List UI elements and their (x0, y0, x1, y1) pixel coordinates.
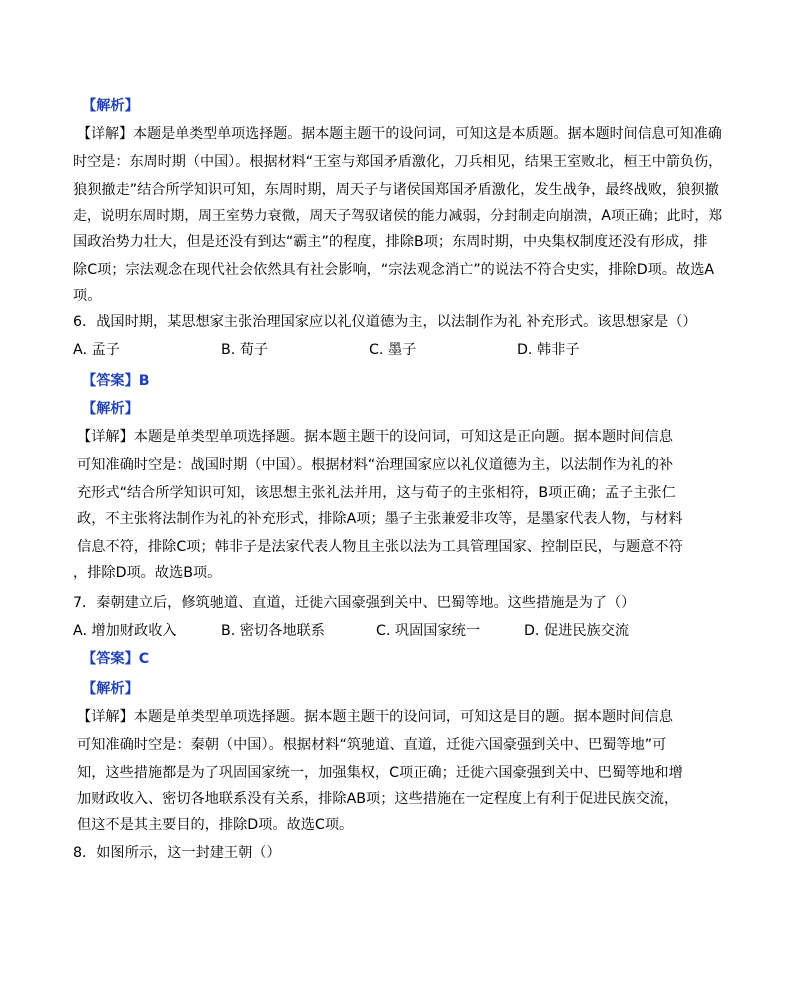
answer-label-q6: 【答案】B (82, 373, 150, 389)
detail-line-q5-3: 狼狈撤走”结合所学知识可知，东周时期，周天子与诸侯国郑国矛盾激化，发生战争，最终战败，狼狈撤 (73, 182, 719, 198)
detail-line-q5-4: 走，说明东周时期，周王室势力衰微，周天子驾驭诸侯的能力减弱，分封制走向崩溃，A项正确；此时，郑 (73, 208, 723, 224)
detail-line-q5-2: 时空是：东周时期（中国）。根据材料“王室与郑国矛盾激化，刀兵相见，结果王室败北，桓王中箭负伤， (73, 154, 723, 170)
detail-line-q5-5: 国政治势力壮大，但是还没有到达“霸主”的程度，排除B项；东周时期，中央集权制度还没有形成，排 (73, 234, 708, 250)
q6-option-a: A. 孟子 (73, 342, 120, 358)
detail-line-q5-6: 除C项；宗法观念在现代社会依然具有社会影响，“宗法观念消亡”的说法不符合史实，排除D项。故选A (73, 262, 715, 278)
detail-line-q7-2: 可知准确时空是：秦朝（中国）。根据材料“筑驰道、直道，迁徙六国豪强到关中、巴蜀等地”可 (77, 737, 667, 753)
detail-line-q6-5: 信息不符，排除C项；韩非子是法家代表人物且主张以法为工具管理国家、控制臣民，与题意不符 (77, 539, 683, 555)
question-6-stem: 6．战国时期，某思想家主张治理国家应以礼仪道德为主，以法制作为礼 补充形式。该思想家是（） (73, 314, 697, 330)
detail-line-q6-4: 政，不主张将法制作为礼的补充形式，排除A项；墨子主张兼爱非攻等，是墨家代表人物，与材料 (77, 511, 683, 527)
detail-line-q6-2: 可知准确时空是：战国时期（中国）。根据材料“治理国家应以礼仪道德为主，以法制作为礼的补 (77, 457, 674, 473)
analysis-label-q5: 【解析】 (82, 98, 139, 114)
q6-option-b: B. 荀子 (221, 342, 269, 358)
detail-line-q5-7: 项。 (73, 288, 102, 304)
analysis-label-q7: 【解析】 (82, 681, 139, 697)
detail-line-q6-3: 充形式“结合所学知识可知，该思想主张礼法并用，这与荀子的主张相符，B项正确；孟子主张仁 (77, 485, 676, 501)
answer-label-q7: 【答案】C (82, 651, 150, 667)
q7-option-a: A. 增加财政收入 (73, 623, 177, 639)
q7-option-d: D. 促进民族交流 (524, 623, 630, 639)
detail-line-q6-6: ，排除D项。故选B项。 (73, 565, 222, 581)
question-7-stem: 7．秦朝建立后，修筑驰道、直道，迁徙六国豪强到关中、巴蜀等地。这些措施是为了（） (73, 595, 636, 611)
detail-line-q7-3: 知，这些措施都是为了巩固国家统一，加强集权，C项正确；迁徙六国豪强到关中、巴蜀等地和增 (77, 765, 683, 781)
detail-line-q7-1: 【详解】本题是单类型单项选择题。据本题主题干的设问词，可知这是目的题。据本题时间信息 (77, 709, 673, 725)
q6-option-d: D. 韩非子 (517, 342, 580, 358)
analysis-label-q6: 【解析】 (82, 401, 139, 417)
q7-option-c: C. 巩固国家统一 (376, 623, 481, 639)
detail-line-q7-5: 但这不是其主要目的，排除D项。故选C项。 (77, 817, 354, 833)
detail-line-q5-1: 【详解】本题是单类型单项选择题。据本题主题干的设问词，可知这是本质题。据本题时间信息可知准确 (77, 126, 722, 142)
question-8-stem: 8．如图所示，这一封建王朝（） (73, 845, 281, 861)
detail-line-q7-4: 加财政收入、密切各地联系没有关系，排除AB项；这些措施在一定程度上有利于促进民族交流， (77, 791, 679, 807)
q7-option-b: B. 密切各地联系 (221, 623, 325, 639)
detail-line-q6-1: 【详解】本题是单类型单项选择题。据本题主题干的设问词，可知这是正向题。据本题时间信息 (77, 429, 673, 445)
q6-option-c: C. 墨子 (369, 342, 417, 358)
